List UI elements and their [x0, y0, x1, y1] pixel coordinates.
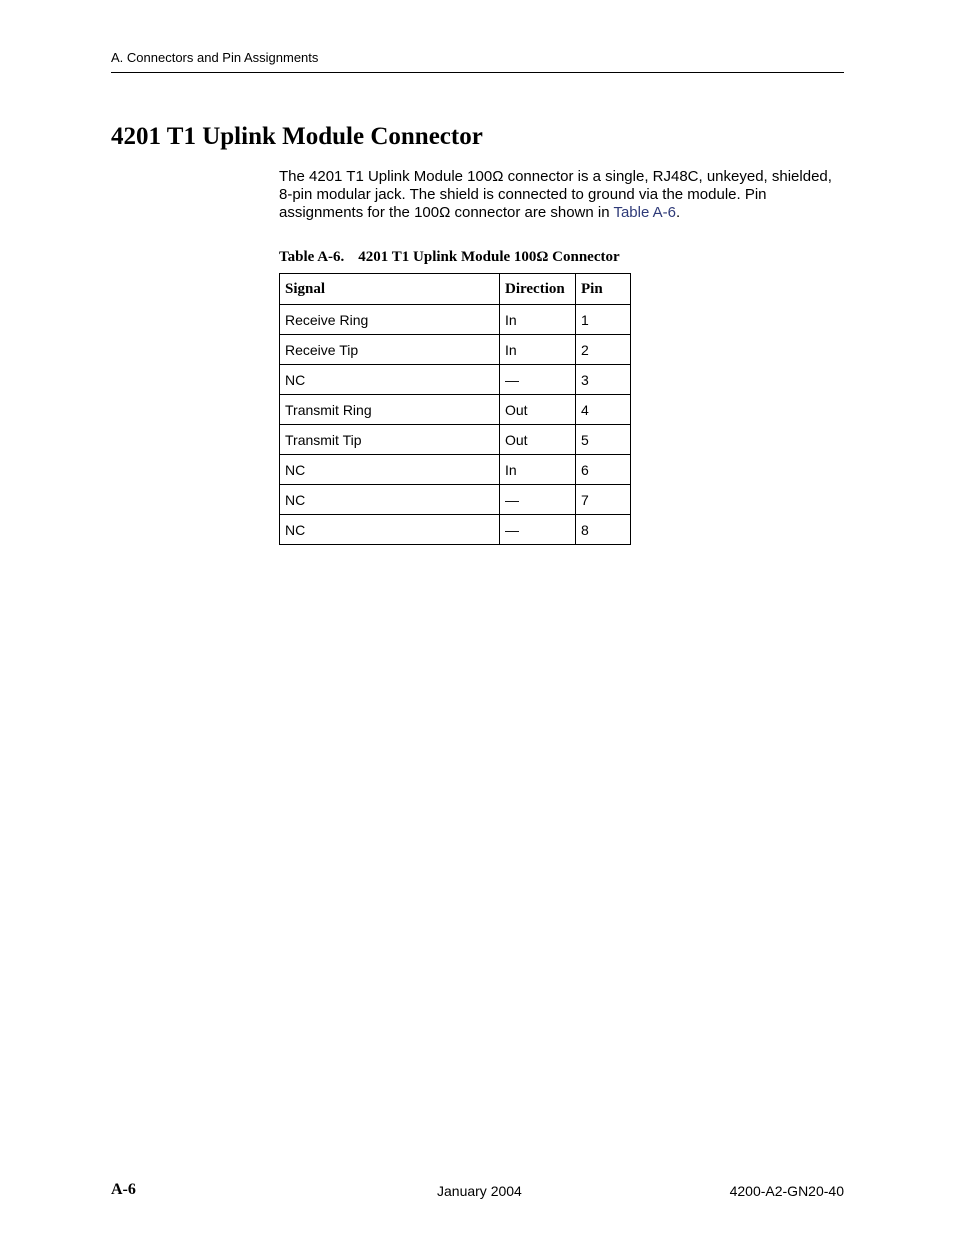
footer-date: January 2004 [437, 1183, 522, 1199]
direction-cell: In [500, 335, 576, 365]
table-row [280, 305, 631, 335]
paragraph-end: . [676, 204, 681, 221]
table-row [280, 485, 631, 515]
table-caption [279, 248, 620, 266]
direction-cell: — [500, 515, 576, 545]
pin-assignment-table [279, 273, 631, 545]
table-row [280, 515, 631, 545]
column-header-pin: Pin [576, 274, 631, 305]
signal-cell: Receive Tip [280, 335, 500, 365]
pin-cell: 6 [576, 455, 631, 485]
table-row [280, 365, 631, 395]
table-row [280, 425, 631, 455]
table-header-row [280, 274, 631, 305]
body-paragraph [279, 168, 839, 222]
direction-cell: Out [500, 395, 576, 425]
direction-cell: In [500, 305, 576, 335]
section-title: 4201 T1 Uplink Module Connector [111, 123, 483, 150]
signal-cell: NC [280, 365, 500, 395]
table-row [280, 395, 631, 425]
pin-cell: 7 [576, 485, 631, 515]
header-rule [111, 72, 844, 73]
signal-cell: Receive Ring [280, 305, 500, 335]
pin-cell: 1 [576, 305, 631, 335]
table-cross-reference-link[interactable]: Table A-6 [613, 204, 677, 221]
table-caption-number: Table A-6. [279, 249, 345, 265]
column-header-direction: Direction [500, 274, 576, 305]
pin-cell: 3 [576, 365, 631, 395]
paragraph-text: The 4201 T1 Uplink Module 100Ω connector is a single, RJ48C, unkeyed, shielded, 8-pin modular jack. The shield is connected to ground via the module. Pin assignments for the 100Ω connector are shown in [279, 168, 832, 221]
direction-cell: In [500, 455, 576, 485]
pin-cell: 8 [576, 515, 631, 545]
table-row [280, 335, 631, 365]
signal-cell: NC [280, 515, 500, 545]
footer-page-number: A-6 [111, 1181, 136, 1198]
column-header-signal: Signal [280, 274, 500, 305]
pin-cell: 5 [576, 425, 631, 455]
pin-cell: 4 [576, 395, 631, 425]
direction-cell: — [500, 485, 576, 515]
running-header: A. Connectors and Pin Assignments [111, 50, 319, 65]
direction-cell: — [500, 365, 576, 395]
signal-cell: Transmit Tip [280, 425, 500, 455]
footer-doc-number: 4200-A2-GN20-40 [729, 1183, 844, 1199]
table-row [280, 455, 631, 485]
table-caption-title: 4201 T1 Uplink Module 100Ω Connector [358, 249, 620, 265]
signal-cell: Transmit Ring [280, 395, 500, 425]
pin-cell: 2 [576, 335, 631, 365]
signal-cell: NC [280, 485, 500, 515]
direction-cell: Out [500, 425, 576, 455]
signal-cell: NC [280, 455, 500, 485]
